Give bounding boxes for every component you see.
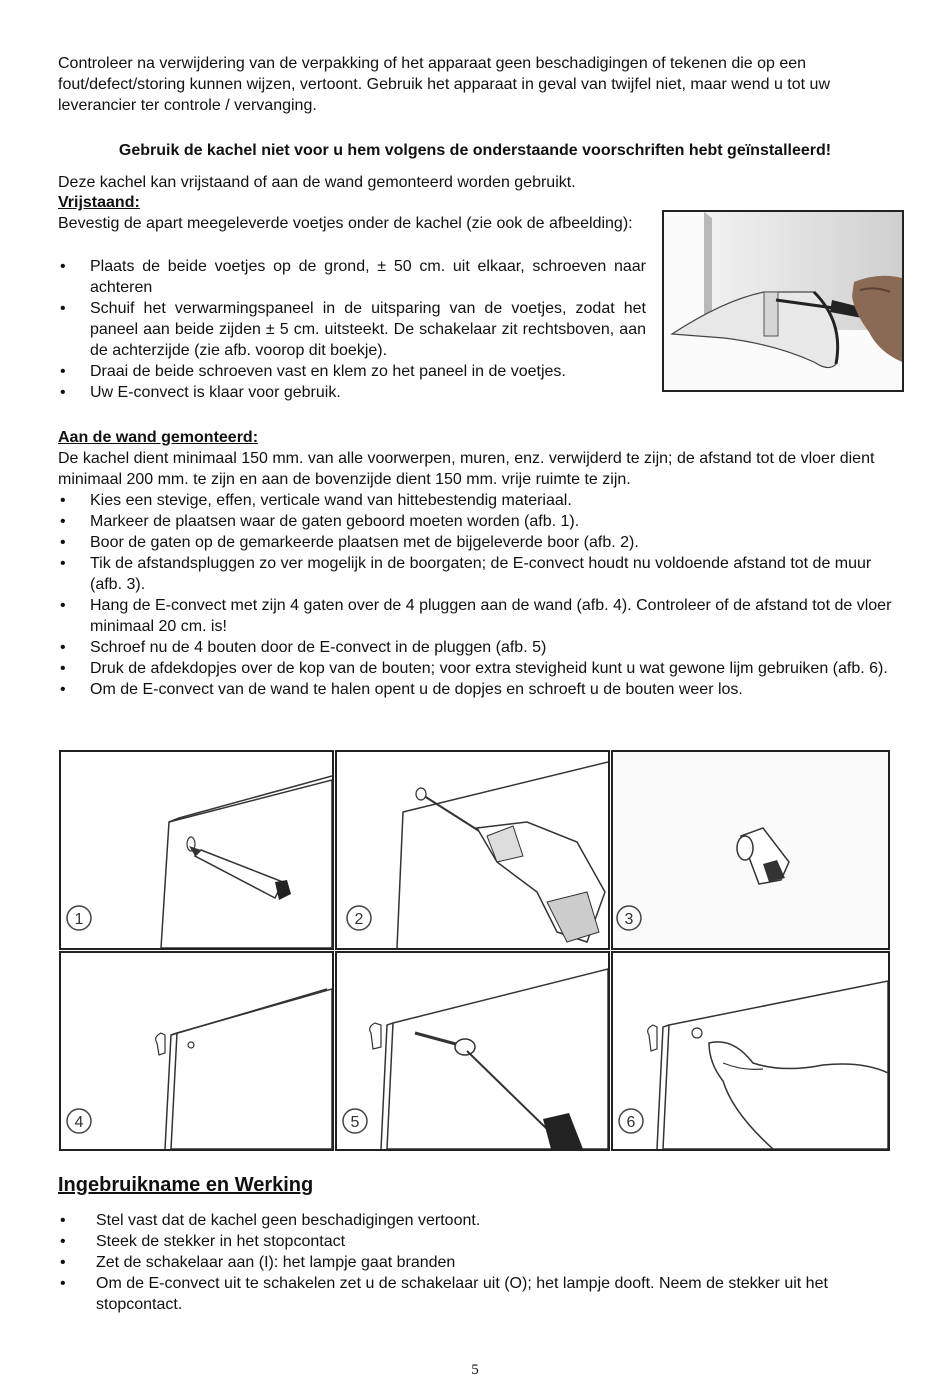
page-number: 5 <box>471 1362 479 1378</box>
step-number: 1 <box>74 911 84 928</box>
list-item: • Schroef nu de 4 bouten door de E-convect in de pluggen (afb. 5) <box>60 639 547 656</box>
step-number: 6 <box>626 1114 636 1131</box>
list-item: • Uw E-convect is klaar voor gebruik. <box>60 384 341 401</box>
operation-heading: Ingebruikname en Werking <box>58 1174 314 1196</box>
step-panel-5 <box>335 951 610 1151</box>
step-panel-3 <box>611 750 890 950</box>
list-item: • Hang de E-convect met zijn 4 gaten over de 4 pluggen aan de wand (afb. 4). Controleer of de afstand tot de vloer minimaal 20 cm. is! <box>60 597 892 635</box>
step-number: 4 <box>74 1114 84 1131</box>
list-item: • Druk de afdekdopjes over de kop van de bouten; voor extra stevigheid kunt u wat gewone lijm gebruiken (afb. 6). <box>60 660 888 677</box>
list-item: • Tik de afstandspluggen zo ver mogelijk in de boorgaten; de E-convect houdt nu voldoende afstand tot de muur (afb. 3). <box>60 555 872 593</box>
step-panel-2 <box>335 750 610 950</box>
wall-heading: Aan de wand gemonteerd: <box>58 429 259 446</box>
freestanding-intro: Bevestig de apart meegeleverde voetjes onder de kachel (zie ook de afbeelding): <box>58 215 633 232</box>
step-number: 5 <box>350 1114 360 1131</box>
freestanding-foot-figure <box>662 210 904 392</box>
list-item: • Plaats de beide voetjes op de grond, ± 50 cm. uit elkaar, schroeven naar achteren <box>60 258 646 296</box>
cover-caps-illustration <box>613 953 888 1149</box>
wall-intro: De kachel dient minimaal 150 mm. van alle voorwerpen, muren, enz. verwijderd te zijn; de afstand tot de vloer dient minimaal 200 mm. te zijn en aan de bovenzijde dient 150 mm. vrije ruimte te zijn. <box>58 450 875 488</box>
list-item: • Kies een stevige, effen, verticale wand van hittebestendig materiaal. <box>60 492 572 509</box>
installation-warning: Gebruik de kachel niet voor u hem volgens de onderstaande voorschriften hebt geïnstalleerd! <box>118 142 832 159</box>
list-item: • Stel vast dat de kachel geen beschadigingen vertoont. <box>60 1212 481 1229</box>
list-item: • Markeer de plaatsen waar de gaten geboord moeten worden (afb. 1). <box>60 513 580 530</box>
usage-intro: Deze kachel kan vrijstaand of aan de wand gemonteerd worden gebruikt. <box>58 174 576 191</box>
step-number: 3 <box>624 911 634 928</box>
hanging-panel-illustration <box>61 953 332 1149</box>
list-item: • Om de E-convect van de wand te halen opent u de dopjes en schroeft u de bouten weer los. <box>60 681 743 698</box>
list-item: • Draai de beide schroeven vast en klem zo het paneel in de voetjes. <box>60 363 566 380</box>
freestanding-foot-illustration <box>664 212 902 390</box>
list-item: • Om de E-convect uit te schakelen zet u de schakelaar uit (O); het lampje dooft. Neem de stekker uit het stopcontact. <box>60 1275 828 1313</box>
list-item: • Zet de schakelaar aan (I): het lampje gaat branden <box>60 1254 456 1271</box>
drilling-illustration <box>337 752 608 948</box>
step-panel-1 <box>59 750 334 950</box>
list-item: • Steek de stekker in het stopcontact <box>60 1233 346 1250</box>
step-panel-4 <box>59 951 334 1151</box>
operation-list <box>58 1210 892 1315</box>
wall-plug-illustration <box>613 752 888 948</box>
wall-list <box>58 490 892 700</box>
intro-paragraph: Controleer na verwijdering van de verpakking of het apparaat geen beschadigingen of tekenen die op een fout/defect/storing kunnen wijzen, vertoont. Gebruik het apparaat in geval van twijfel niet, maar wend u tot uw leverancier ter controle / vervanging. <box>58 55 830 114</box>
screwing-bolts-illustration <box>337 953 608 1149</box>
freestanding-list <box>58 256 646 403</box>
list-item: • Boor de gaten op de gemarkeerde plaatsen met de bijgeleverde boor (afb. 2). <box>60 534 639 551</box>
marking-holes-illustration <box>61 752 332 948</box>
list-item: • Schuif het verwarmingspaneel in de uitsparing van de voetjes, zodat het paneel aan beide zijden ± 5 cm. uitsteekt. De schakelaar zit rechtsboven, aan de achterzijde (zie afb. voorop dit boekje). <box>60 300 646 359</box>
step-number: 2 <box>354 911 364 928</box>
freestanding-heading: Vrijstaand: <box>58 194 140 211</box>
step-panel-6 <box>611 951 890 1151</box>
